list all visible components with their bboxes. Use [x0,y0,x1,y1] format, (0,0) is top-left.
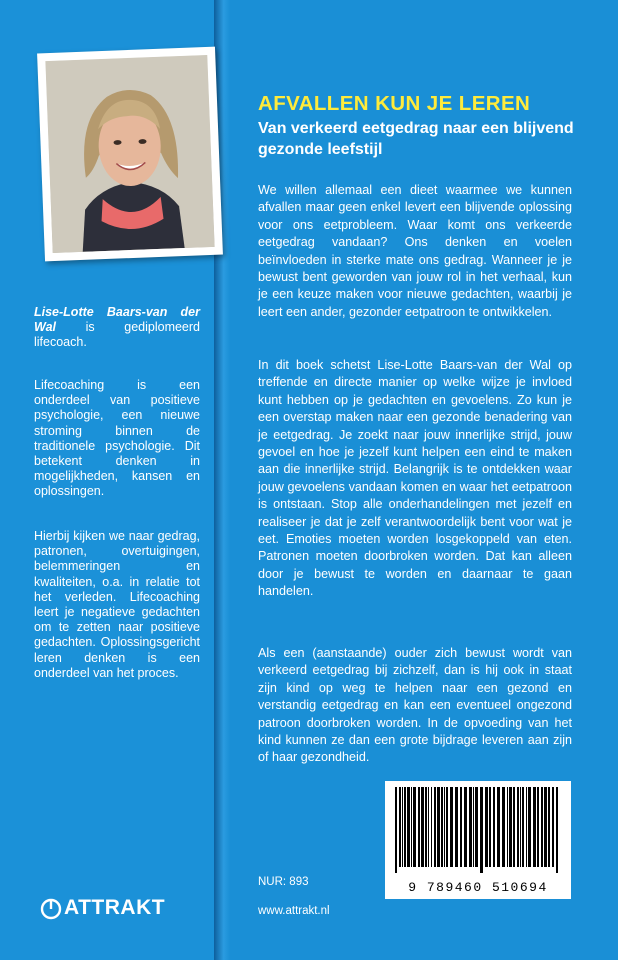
barcode-bar [421,787,424,867]
barcode-bar [418,787,420,867]
author-name: Lise-Lotte Baars-van der Wal [34,305,200,335]
barcode-bar [513,787,515,867]
barcode-bar [556,787,558,873]
barcode-bar [455,787,458,867]
barcode-bar [407,787,410,867]
barcode-bar [507,787,508,867]
barcode-bar [428,787,429,867]
bio-p2-text: Lifecoaching is een onderdeel van positieve psychologie, een nieuwe stroming binnen de traditionele psychologie. Dit betekent denken in mogelijkheden, kansen en oplossingen. [34,378,200,499]
bio-intro-text: is gediplomeerd lifecoach. [34,320,200,350]
blurb-paragraph-3 [258,645,572,767]
barcode-bar [399,787,401,867]
barcode-bar [541,787,543,867]
blurb-paragraph-2 [258,357,572,601]
author-bio [34,305,200,351]
barcode-bar [520,787,521,867]
barcode-bar [480,787,483,873]
bio-paragraph-3 [34,529,200,681]
blurb-p1-text: We willen allemaal een dieet waarmee we kunnen afvallen maar geen enkel levert een blijvende oplossing voor ons eetprobleem. Waar komt ons verkeerde eetgedrag vandaan? Ons denken en voelen beïnvloeden in sterke mate ons gedrag. Wanneer je je bewust bent geworden van jouw rol in het verhaal, kun je een keuze maken voor nieuwe gedachten, waarbij je leert een ander, gezonder eetpatroon te ontwikkelen. [258,183,572,319]
nur-code: NUR: 893 [258,876,309,888]
publisher-logo [40,896,165,920]
barcode-bar [537,787,539,867]
bio-paragraph-2 [34,378,200,500]
barcode-bar [431,787,432,867]
blurb-p3-text: Als een (aanstaande) ouder zich bewust wordt van verkeerd eetgedrag bij zichzelf, dan is hij ook in staat zijn kind op weg te helpen naar een gezond en verstandig eetgedrag en kan een eventueel ongezond patroon doorbroken worden. In de opvoeding van het kind kunnen ze dan een grote bijdrage leveren aan zijn of haar gezondheid. [258,646,572,765]
book-title: AFVALLEN KUN JE LEREN [258,92,531,115]
barcode-bar [533,787,536,867]
author-photo [45,55,214,253]
bio-p3-text: Hierbij kijken we naar gedrag, patronen, overtuigingen, belemmeringen en kwaliteiten, o.a. in relatie tot het verleden. Lifecoaching leert je negatieve gedachten om te zetten naar positieve gedachten. Oplossingsgericht leren denken is een onderdeel van het proces. [34,529,200,680]
barcode-bar [413,787,416,867]
barcode-bar [548,787,550,867]
book-subtitle: Van verkeerd eetgedrag naar een blijvend gezonde leefstijl [258,120,574,158]
bio-intro [34,305,200,351]
barcode-bar [528,787,531,867]
barcode-bar [411,787,412,867]
barcode-bar [395,787,397,873]
barcode-bar [493,787,495,867]
barcode-bar [485,787,488,867]
blurb-paragraph-1 [258,182,572,321]
website-url: www.attrakt.nl [258,905,330,917]
barcode-bar [437,787,440,867]
blurb-p2-text: In dit boek schetst Lise-Lotte Baars-van der Wal op treffende en directe manier op welke wijze je invloed kunt hebben op je gedachten en gevoelens. Zo kun je een overstap maken naar een gezonde benadering van je eetgedrag. Je zoekt naar jouw innerlijke strijd, jouw gevoel en hoe je jezelf kunt helpen een eind te maken aan die innerlijke strijd. Belangrijk is te ontdekken waar jouw gevoelens vandaan komen en waar het eetpatroon is ontstaan. Stop alle onderhandelingen met jezelf en realiseer je dat je zelf verantwoordelijk bent voor wat je eet. Emoties moeten worden losgekoppeld van eten. Patronen moeten doorbroken worden. Dat kan alleen door je bewust te worden en daarnaar te gaan handelen. [258,358,572,599]
barcode-bar [526,787,527,867]
barcode-bar [509,787,512,867]
barcode-bar [441,787,443,867]
barcode-bar [446,787,448,867]
barcode-bar [522,787,524,867]
barcode-bar [425,787,427,867]
barcode-bar [402,787,403,867]
isbn-barcode [385,781,571,899]
barcode-bar [469,787,472,867]
barcode-bar [489,787,491,867]
barcode-bar [475,787,478,867]
barcode-bar [544,787,547,867]
barcode-bar [517,787,519,867]
barcode-bar [404,787,406,867]
barcode-bar [473,787,474,867]
barcode-bar [497,787,500,867]
barcode-bar [552,787,554,867]
barcode-bar [460,787,462,867]
barcode-bar [450,787,453,867]
barcode-bar [444,787,445,867]
attrakt-a-logo-icon [40,896,62,920]
author-photo-frame [37,47,223,262]
barcode-bar [434,787,436,867]
publisher-name: ATTRAKT [64,896,166,919]
barcode-bar [464,787,467,867]
barcode-digits: 9 789460 510694 [408,880,548,895]
barcode-bar [502,787,505,867]
author-portrait-image [45,55,214,253]
barcode-bars [393,787,563,873]
